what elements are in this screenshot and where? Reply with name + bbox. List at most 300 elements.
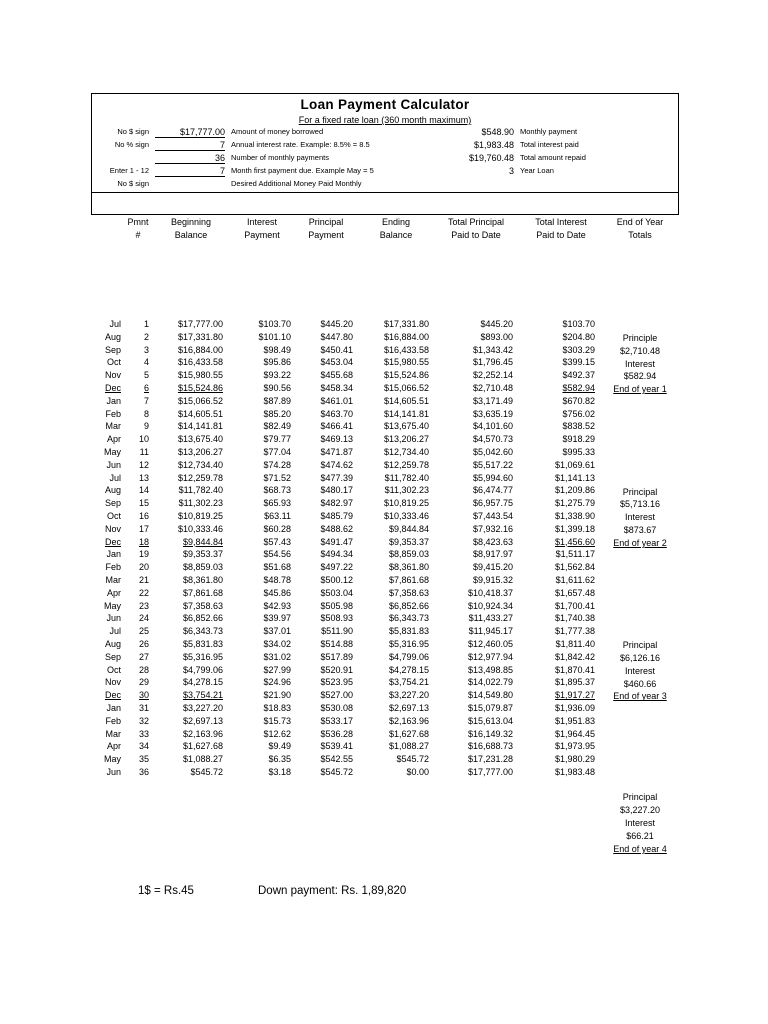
- ending-balance-cell: $4,278.15: [388, 664, 429, 675]
- end-label-text: End of year 1: [613, 384, 667, 395]
- principal-payment-cell: $471.87: [320, 447, 353, 457]
- beginning-balance-cell: $15,980.55: [177, 370, 223, 381]
- interest-payment-cell: $87.89: [263, 395, 291, 406]
- total-principal-cell: $1,343.42: [472, 344, 513, 355]
- ending-balance-cell: $6,343.73: [388, 613, 429, 624]
- header-text: Total Interest Paid to Date: [535, 217, 587, 240]
- payment-number-cell: 24: [138, 613, 149, 624]
- payment-number-cell: 4: [143, 357, 149, 368]
- interest-payment-cell: $15.73: [263, 715, 291, 726]
- principal-payment-cell: $545.72: [320, 767, 353, 777]
- principal-payment-cell: $477.39: [320, 472, 353, 483]
- principal-payment-cell: $447.80: [320, 331, 353, 342]
- total-interest-cell: $1,399.18: [554, 523, 595, 534]
- payment-number-cell: 2: [143, 331, 149, 342]
- output-value: 3: [508, 166, 514, 176]
- month-cell: May: [103, 754, 121, 765]
- beginning-balance-cell: $6,852.66: [182, 613, 223, 624]
- year2-interest-value: $873.67: [623, 525, 657, 535]
- total-interest-cell: $1,951.83: [554, 715, 595, 726]
- output-monthly-payment: [92, 126, 678, 138]
- ending-balance-cell: $16,433.58: [383, 344, 429, 355]
- total-principal-cell: $1,796.45: [472, 357, 513, 368]
- table-row: [0, 395, 768, 408]
- payment-number-cell: 19: [138, 549, 149, 560]
- payment-number-cell: 5: [143, 370, 149, 381]
- total-principal-cell: $9,915.32: [472, 575, 513, 585]
- year1-interest-label: Interest: [624, 358, 655, 369]
- year2-principal-label: Principal: [622, 486, 658, 497]
- interest-payment-cell: $103.70: [258, 319, 291, 329]
- input-description: Month first payment due. Example May = 5: [231, 166, 374, 175]
- output-label: Monthly payment: [520, 127, 578, 136]
- table-row: [0, 715, 768, 728]
- total-interest-cell: $1,740.38: [554, 613, 595, 624]
- year1-principal-value: $2,710.48: [619, 345, 661, 356]
- month-cell: May: [103, 447, 121, 457]
- beginning-balance-cell: $16,433.58: [177, 357, 223, 368]
- payment-number-cell: 14: [138, 485, 149, 496]
- interest-payment-cell: $95.86: [263, 357, 291, 368]
- total-principal-cell: $7,443.54: [472, 511, 513, 521]
- payment-number-cell: 3: [143, 344, 149, 355]
- total-principal-cell: $5,042.60: [472, 447, 513, 457]
- month-cell: Apr: [106, 741, 121, 752]
- total-interest-cell: $1,895.37: [554, 677, 595, 688]
- beginning-balance-cell: $7,358.63: [182, 600, 223, 611]
- total-principal-cell: $5,994.60: [472, 472, 513, 483]
- total-interest-cell: $1,917.27: [554, 690, 595, 701]
- interest-payment-cell: $63.11: [264, 511, 291, 521]
- month-cell: Dec: [104, 536, 121, 547]
- column-header-interest: [232, 216, 292, 242]
- table-row: [0, 459, 768, 472]
- payment-number-cell: 23: [138, 600, 149, 611]
- year4-interest-label: Interest: [624, 818, 655, 828]
- ending-balance-cell: $7,358.63: [388, 587, 429, 598]
- interest-payment-cell: $82.49: [263, 421, 291, 432]
- interest-payment-cell: $54.56: [263, 549, 291, 560]
- beginning-balance-cell: $16,884.00: [177, 344, 223, 355]
- month-cell: Oct: [106, 511, 121, 521]
- payment-number-cell: 34: [138, 741, 149, 752]
- interest-payment-cell: $34.02: [263, 639, 291, 649]
- principal-payment-cell: $453.04: [320, 357, 353, 368]
- interest-payment-cell: $71.52: [263, 472, 291, 483]
- ending-balance-cell: $4,799.06: [388, 651, 429, 662]
- beginning-balance-cell: $545.72: [190, 767, 223, 777]
- interest-payment-cell: $6.35: [268, 754, 291, 765]
- table-row: [0, 587, 768, 600]
- table-row: [0, 702, 768, 715]
- total-interest-cell: $1,275.79: [554, 498, 595, 509]
- ending-balance-cell: $1,088.27: [388, 741, 429, 752]
- beginning-balance-cell: $3,227.20: [182, 703, 223, 713]
- year1-end-label: [598, 383, 682, 396]
- first-payment-month-field[interactable]: 7: [155, 165, 225, 177]
- month-cell: Jul: [109, 319, 121, 329]
- total-principal-cell: $3,635.19: [472, 408, 513, 419]
- month-cell: May: [103, 600, 121, 611]
- total-interest-cell: $303.29: [562, 344, 595, 355]
- total-principal-cell: $11,945.17: [468, 626, 513, 637]
- ending-balance-cell: $16,884.00: [383, 331, 429, 342]
- interest-payment-cell: $74.28: [263, 459, 291, 470]
- input-note: Enter 1 - 12: [109, 166, 149, 175]
- table-row: [0, 766, 768, 779]
- total-principal-cell: $16,149.32: [467, 728, 513, 739]
- total-interest-cell: $1,980.29: [554, 754, 595, 765]
- total-principal-cell: $10,418.37: [467, 587, 513, 598]
- principal-payment-cell: $536.28: [320, 728, 353, 739]
- total-interest-cell: $1,338.90: [554, 511, 595, 521]
- payment-number-cell: 9: [143, 421, 149, 432]
- header-text: Interest Payment: [244, 217, 280, 240]
- output-label: Year Loan: [520, 166, 554, 175]
- total-interest-cell: $1,209.86: [554, 485, 595, 496]
- payment-number-cell: 17: [138, 523, 149, 534]
- principal-payment-cell: $469.13: [320, 434, 353, 445]
- column-header-beginning: [160, 216, 222, 242]
- total-principal-cell: $8,917.97: [472, 549, 513, 560]
- ending-balance-cell: $3,754.21: [388, 677, 429, 688]
- month-cell: Sep: [104, 651, 121, 662]
- beginning-balance-cell: $9,844.84: [182, 536, 223, 547]
- payment-number-cell: 36: [138, 767, 149, 777]
- month-cell: Jul: [109, 626, 121, 637]
- interest-payment-cell: $68.73: [263, 485, 291, 496]
- principal-payment-cell: $461.01: [320, 395, 353, 406]
- principal-payment-cell: $530.08: [320, 703, 353, 713]
- interest-payment-cell: $48.78: [263, 575, 291, 585]
- interest-payment-cell: $39.97: [263, 613, 291, 624]
- total-principal-cell: $17,777.00: [467, 767, 513, 777]
- table-row: [0, 625, 768, 638]
- payment-number-cell: 27: [138, 651, 149, 662]
- total-principal-cell: $893.00: [480, 331, 513, 342]
- year1-principal-label: Principle: [622, 333, 658, 343]
- month-cell: Sep: [104, 344, 121, 355]
- exchange-rate-note: 1$ = Rs.45: [138, 885, 194, 897]
- total-principal-cell: $15,079.87: [467, 703, 513, 713]
- principal-payment-cell: $463.70: [320, 408, 353, 419]
- header-text: Principal Payment: [308, 217, 344, 240]
- interest-payment-cell: $12.62: [263, 728, 291, 739]
- ending-balance-cell: $10,333.46: [383, 511, 429, 521]
- ending-balance-cell: $6,852.66: [388, 600, 429, 611]
- interest-payment-cell: $60.28: [263, 523, 291, 534]
- header-text: Beginning Balance: [170, 217, 212, 240]
- down-payment-note: Down payment: Rs. 1,89,820: [258, 885, 407, 897]
- principal-payment-cell: $503.04: [320, 587, 353, 598]
- beginning-balance-cell: $17,777.00: [177, 319, 223, 329]
- beginning-balance-cell: $13,675.40: [177, 434, 223, 445]
- principal-payment-cell: $500.12: [320, 575, 353, 585]
- principal-payment-cell: $514.88: [320, 639, 353, 649]
- table-row: [0, 420, 768, 433]
- input-description: Annual interest rate. Example: 8.5% = 8.5: [231, 140, 370, 149]
- total-principal-cell: $445.20: [480, 319, 513, 329]
- month-cell: Dec: [104, 690, 121, 701]
- year2-interest-label: Interest: [624, 512, 655, 523]
- number-of-payments-field[interactable]: 36: [155, 152, 225, 164]
- month-cell: Feb: [105, 408, 121, 419]
- total-interest-cell: $1,983.48: [554, 767, 595, 777]
- month-cell: Aug: [104, 639, 121, 649]
- ending-balance-cell: $15,066.52: [383, 383, 429, 393]
- year4-principal-value: $3,227.20: [619, 805, 661, 815]
- month-cell: Feb: [105, 562, 121, 573]
- total-principal-cell: $5,517.22: [472, 459, 513, 470]
- output-total-interest: [92, 139, 678, 151]
- header-text: Pmnt #: [127, 217, 149, 240]
- month-cell: Nov: [104, 523, 121, 534]
- ending-balance-cell: $1,627.68: [388, 728, 429, 739]
- total-interest-cell: $1,777.38: [554, 626, 595, 637]
- principal-payment-cell: $533.17: [320, 715, 353, 726]
- total-interest-cell: $756.02: [562, 408, 595, 419]
- year4-end-label: [598, 843, 682, 856]
- payment-number-cell: 11: [139, 447, 149, 457]
- total-interest-cell: $204.80: [562, 331, 595, 342]
- beginning-balance-cell: $2,163.96: [182, 728, 223, 739]
- ending-balance-cell: $10,819.25: [383, 498, 429, 509]
- beginning-balance-cell: $11,782.40: [178, 485, 223, 496]
- payment-number-cell: 35: [138, 754, 149, 765]
- month-cell: Jun: [106, 459, 121, 470]
- beginning-balance-cell: $8,361.80: [182, 575, 223, 585]
- principal-payment-cell: $458.34: [320, 383, 353, 393]
- beginning-balance-cell: $1,627.68: [182, 741, 223, 752]
- ending-balance-cell: $545.72: [396, 754, 429, 765]
- ending-balance-cell: $17,331.80: [383, 319, 429, 329]
- payment-number-cell: 32: [138, 715, 149, 726]
- payment-number-cell: 30: [138, 690, 149, 701]
- payment-number-cell: 1: [143, 319, 149, 329]
- year2-end-label: [598, 537, 682, 550]
- beginning-balance-cell: $8,859.03: [182, 562, 223, 573]
- interest-payment-cell: $51.68: [263, 562, 291, 573]
- output-label: Total interest paid: [520, 140, 579, 149]
- payment-number-cell: 16: [138, 511, 149, 521]
- page-title: Loan Payment Calculator: [300, 97, 470, 112]
- beginning-balance-cell: $15,524.86: [177, 383, 223, 393]
- month-cell: Apr: [106, 434, 121, 445]
- principal-payment-cell: $491.47: [320, 536, 353, 547]
- column-header-pmnt: [118, 216, 158, 242]
- header-text: End of Year Totals: [616, 217, 664, 240]
- ending-balance-cell: $9,353.37: [388, 536, 429, 547]
- year2-principal-value: $5,713.16: [619, 499, 661, 510]
- total-interest-cell: $995.33: [562, 447, 595, 457]
- total-interest-cell: $838.52: [562, 421, 595, 432]
- interest-payment-cell: $79.77: [263, 434, 291, 445]
- input-note: No % sign: [114, 140, 149, 149]
- principal-payment-cell: $497.22: [320, 562, 353, 573]
- ending-balance-cell: $11,782.40: [384, 472, 429, 483]
- total-principal-cell: $7,932.16: [472, 523, 513, 534]
- table-row: [0, 728, 768, 741]
- end-label-text: End of year 3: [613, 691, 667, 702]
- total-principal-cell: $3,171.49: [472, 395, 513, 406]
- total-interest-cell: $1,456.60: [554, 536, 595, 547]
- month-cell: Dec: [104, 383, 121, 393]
- beginning-balance-cell: $14,605.51: [177, 408, 223, 419]
- column-header-total-interest: [521, 216, 601, 242]
- principal-payment-cell: $455.68: [320, 370, 353, 381]
- interest-payment-cell: $77.04: [263, 447, 291, 457]
- principal-payment-cell: $517.89: [320, 651, 353, 662]
- month-cell: Mar: [105, 421, 121, 432]
- payment-number-cell: 15: [138, 498, 149, 509]
- total-interest-cell: $1,511.17: [555, 549, 595, 560]
- additional-payment-field[interactable]: [155, 178, 225, 189]
- ending-balance-cell: $15,524.86: [383, 370, 429, 381]
- total-principal-cell: $15,613.04: [467, 715, 513, 726]
- month-cell: Aug: [104, 485, 121, 496]
- interest-payment-cell: $9.49: [268, 741, 291, 752]
- total-interest-cell: $918.29: [562, 434, 595, 445]
- total-principal-cell: $8,423.63: [472, 536, 513, 547]
- month-cell: Jan: [106, 549, 121, 560]
- input-description: Amount of money borrowed: [231, 127, 324, 136]
- payment-number-cell: 25: [138, 626, 149, 637]
- interest-payment-cell: $21.90: [263, 690, 291, 701]
- ending-balance-cell: $12,734.40: [383, 447, 429, 457]
- beginning-balance-cell: $7,861.68: [182, 587, 223, 598]
- payment-number-cell: 13: [138, 472, 149, 483]
- principal-payment-cell: $445.20: [320, 319, 353, 329]
- payment-number-cell: 33: [138, 728, 149, 739]
- payment-number-cell: 21: [138, 575, 149, 585]
- ending-balance-cell: $8,361.80: [388, 562, 429, 573]
- table-row: [0, 446, 768, 459]
- principal-payment-cell: $480.17: [320, 485, 353, 496]
- interest-payment-cell: $101.10: [258, 331, 291, 342]
- principal-payment-cell: $523.95: [320, 677, 353, 688]
- ending-balance-cell: $8,859.03: [388, 549, 429, 560]
- month-cell: Nov: [104, 677, 121, 688]
- total-principal-cell: $4,570.73: [472, 434, 513, 445]
- payment-number-cell: 18: [138, 536, 149, 547]
- table-row: [0, 561, 768, 574]
- beginning-balance-cell: $14,141.81: [177, 421, 223, 432]
- table-row: [0, 600, 768, 613]
- beginning-balance-cell: $11,302.23: [178, 498, 223, 509]
- total-interest-cell: $492.37: [562, 370, 595, 381]
- total-principal-cell: $10,924.34: [467, 600, 513, 611]
- total-principal-cell: $6,957.75: [472, 498, 513, 509]
- interest-payment-cell: $93.22: [263, 370, 291, 381]
- principal-payment-cell: $505.98: [320, 600, 353, 611]
- beginning-balance-cell: $5,831.83: [182, 639, 223, 649]
- principal-payment-cell: $511.90: [321, 626, 353, 637]
- payment-number-cell: 12: [138, 459, 149, 470]
- beginning-balance-cell: $17,331.80: [177, 331, 223, 342]
- month-cell: Jun: [106, 767, 121, 777]
- total-principal-cell: $12,977.94: [467, 651, 513, 662]
- payment-number-cell: 29: [138, 677, 149, 688]
- total-interest-cell: $1,562.84: [554, 562, 595, 573]
- amount-borrowed-field[interactable]: $17,777.00: [155, 126, 225, 138]
- beginning-balance-cell: $3,754.21: [182, 690, 223, 701]
- total-interest-cell: $1,657.48: [554, 587, 595, 598]
- payment-number-cell: 7: [143, 395, 149, 406]
- ending-balance-cell: $3,227.20: [388, 690, 429, 701]
- month-cell: Jul: [109, 472, 121, 483]
- year4-interest-value: $66.21: [626, 831, 654, 841]
- page-subtitle: [92, 115, 678, 125]
- total-principal-cell: $16,688.73: [467, 741, 513, 752]
- table-row: [0, 574, 768, 587]
- output-value: $548.90: [481, 127, 514, 137]
- total-interest-cell: $1,973.95: [554, 741, 595, 752]
- payment-number-cell: 10: [138, 434, 149, 445]
- principal-payment-cell: $466.41: [320, 421, 353, 432]
- total-principal-cell: $4,101.60: [472, 421, 513, 432]
- month-cell: Mar: [105, 575, 121, 585]
- input-note: No $ sign: [117, 179, 149, 188]
- total-interest-cell: $1,700.41: [554, 600, 595, 611]
- interest-payment-cell: $37.01: [263, 626, 291, 637]
- total-interest-cell: $399.15: [562, 357, 595, 368]
- month-cell: Oct: [106, 357, 121, 368]
- principal-payment-cell: $539.41: [320, 741, 353, 752]
- beginning-balance-cell: $12,734.40: [177, 459, 223, 470]
- table-row: [0, 318, 768, 331]
- principal-payment-cell: $488.62: [320, 523, 353, 534]
- total-interest-cell: $103.70: [562, 319, 595, 329]
- beginning-balance-cell: $4,799.06: [182, 664, 223, 675]
- table-row: [0, 472, 768, 485]
- beginning-balance-cell: $6,343.73: [182, 626, 223, 637]
- total-principal-cell: $11,433.27: [468, 613, 513, 624]
- column-header-ending: [365, 216, 427, 242]
- payment-number-cell: 20: [138, 562, 149, 573]
- table-row: [0, 740, 768, 753]
- principal-payment-cell: $542.55: [320, 754, 353, 765]
- total-principal-cell: $13,498.85: [467, 664, 513, 675]
- interest-payment-cell: $98.49: [263, 344, 291, 355]
- total-interest-cell: $1,842.42: [554, 651, 595, 662]
- ending-balance-cell: $12,259.78: [383, 459, 429, 470]
- total-principal-cell: $14,549.80: [467, 690, 513, 701]
- total-principal-cell: $2,252.14: [472, 370, 513, 381]
- payment-number-cell: 22: [138, 587, 149, 598]
- ending-balance-cell: $13,675.40: [383, 421, 429, 432]
- ending-balance-cell: $14,605.51: [383, 395, 429, 406]
- ending-balance-cell: $7,861.68: [388, 575, 429, 585]
- total-principal-cell: $17,231.28: [467, 754, 513, 765]
- month-cell: Aug: [104, 331, 121, 342]
- payment-number-cell: 28: [138, 664, 149, 675]
- payment-number-cell: 31: [138, 703, 149, 713]
- end-label-text: End of year 4: [613, 844, 667, 854]
- table-row: [0, 612, 768, 625]
- interest-rate-field[interactable]: 7: [155, 139, 225, 151]
- principal-payment-cell: $485.79: [320, 511, 353, 521]
- interest-payment-cell: $90.56: [263, 383, 291, 393]
- total-interest-cell: $1,069.61: [554, 459, 595, 470]
- principal-payment-cell: $494.34: [320, 549, 353, 560]
- beginning-balance-cell: $12,259.78: [177, 472, 223, 483]
- output-value: $1,983.48: [473, 140, 514, 150]
- month-cell: Sep: [104, 498, 121, 509]
- month-cell: Jan: [106, 703, 121, 713]
- beginning-balance-cell: $1,088.27: [182, 754, 223, 765]
- month-cell: Oct: [106, 664, 121, 675]
- beginning-balance-cell: $9,353.37: [182, 549, 223, 560]
